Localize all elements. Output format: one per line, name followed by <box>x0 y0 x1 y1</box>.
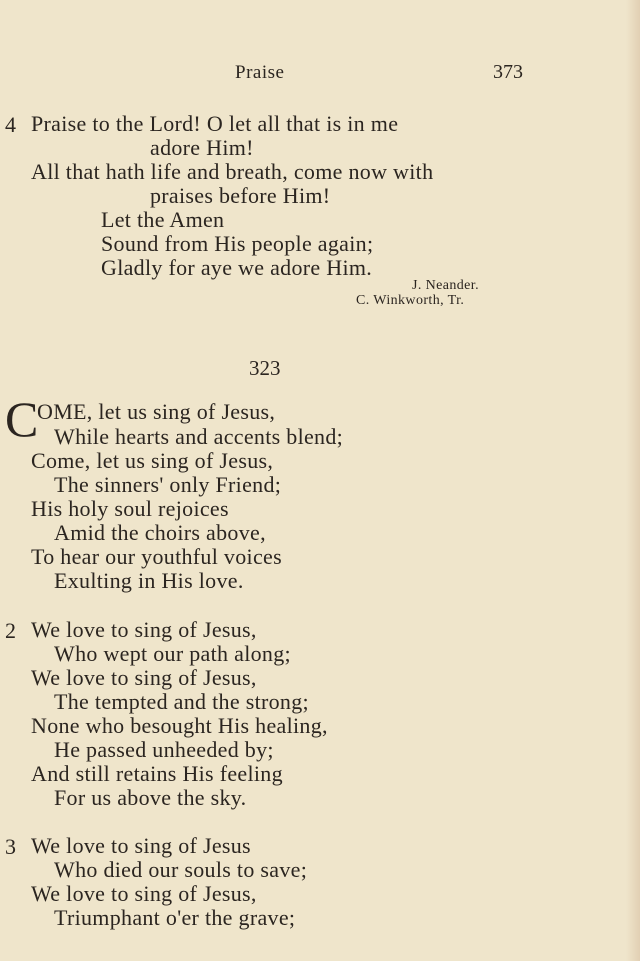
page-number: 373 <box>493 61 523 83</box>
verse-line: For us above the sky. <box>54 785 247 810</box>
translator-credit: C. Winkworth, Tr. <box>356 293 465 308</box>
verse-line: Amid the choirs above, <box>54 520 266 545</box>
stanza-number: 4 <box>5 112 16 137</box>
verse-line: To hear our youthful voices <box>31 544 282 569</box>
verse-line: His holy soul rejoices <box>31 496 229 521</box>
verse-line: Sound from His people again; <box>101 231 374 256</box>
verse-line: Praise to the Lord! O let all that is in me <box>31 111 399 136</box>
drop-cap: C <box>5 391 39 447</box>
hymn-number: 323 <box>249 356 281 380</box>
verse-line: We love to sing of Jesus, <box>31 881 257 906</box>
verse-line: And still retains His feeling <box>31 761 283 786</box>
verse-line: Who wept our path along; <box>54 641 291 666</box>
verse-line: We love to sing of Jesus <box>31 833 251 858</box>
verse-line: Come, let us sing of Jesus, <box>31 448 274 473</box>
verse-line: None who besought His healing, <box>31 713 328 738</box>
verse-line: Exulting in His love. <box>54 568 244 593</box>
verse-line: Gladly for aye we adore Him. <box>101 255 373 280</box>
verse-line: We love to sing of Jesus, <box>31 665 257 690</box>
verse-line: We love to sing of Jesus, <box>31 617 257 642</box>
stanza-number: 3 <box>5 834 16 859</box>
verse-line: He passed unheeded by; <box>54 737 274 762</box>
verse-line: Who died our souls to save; <box>54 857 308 882</box>
verse-line: The sinners' only Friend; <box>54 472 282 497</box>
page-edge-shadow <box>626 0 640 961</box>
verse-line: Triumphant o'er the grave; <box>54 905 296 930</box>
verse-line: Let the Amen <box>101 207 225 232</box>
verse-line: All that hath life and breath, come now with <box>31 159 434 184</box>
verse-line: The tempted and the strong; <box>54 689 309 714</box>
verse-line: praises before Him! <box>150 183 331 208</box>
verse-line: OME, let us sing of Jesus, <box>37 399 276 424</box>
author-credit: J. Neander. <box>412 278 479 293</box>
section-title: Praise <box>235 62 285 83</box>
verse-line: adore Him! <box>150 135 254 160</box>
verse-line: While hearts and accents blend; <box>54 424 344 449</box>
stanza-number: 2 <box>5 618 16 643</box>
